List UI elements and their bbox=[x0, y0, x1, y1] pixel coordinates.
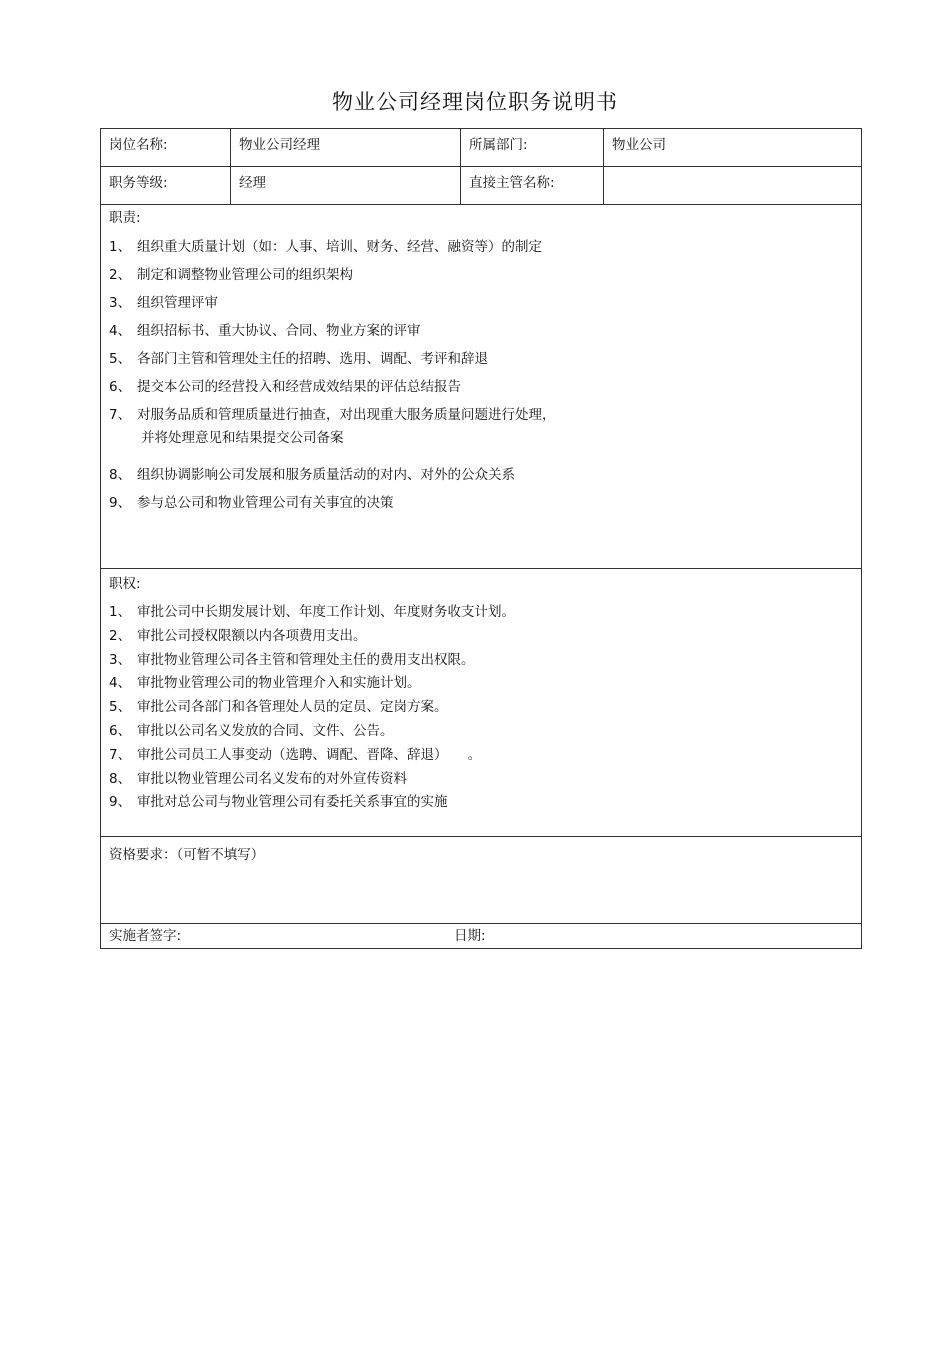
department-value: 物业公司 bbox=[612, 137, 666, 153]
power-text: 审批公司各部门和各管理处人员的定员、定岗方案。 bbox=[137, 699, 448, 716]
duty-item bbox=[109, 289, 853, 317]
department-label: 所属部门: bbox=[461, 129, 604, 166]
supervisor-value bbox=[604, 167, 861, 204]
signer-label: 实施者签字: bbox=[109, 928, 182, 944]
duty-number: 6、 bbox=[109, 379, 132, 395]
powers-heading: 职权: bbox=[109, 576, 141, 592]
power-number: 9、 bbox=[109, 794, 132, 811]
power-item bbox=[109, 601, 853, 625]
duty-number: 9、 bbox=[109, 495, 132, 511]
power-text: 审批公司中长期发展计划、年度工作计划、年度财务收支计划。 bbox=[137, 604, 515, 620]
duty-item bbox=[109, 373, 853, 401]
power-number: 7、 bbox=[109, 746, 132, 763]
duty-item bbox=[109, 317, 853, 345]
duty-number: 2、 bbox=[109, 267, 132, 283]
signature-row bbox=[101, 924, 861, 948]
power-item bbox=[109, 768, 853, 792]
power-number: 5、 bbox=[109, 699, 132, 716]
duty-text: 参与总公司和物业管理公司有关事宜的决策 bbox=[137, 495, 394, 511]
header-row-2 bbox=[101, 167, 861, 205]
duty-text: 提交本公司的经营投入和经营成效结果的评估总结报告 bbox=[137, 379, 461, 395]
duty-number: 1、 bbox=[109, 239, 132, 255]
power-text: 审批公司员工人事变动（选聘、调配、晋降、辞退） 。 bbox=[137, 746, 482, 763]
duty-text: 制定和调整物业管理公司的组织架构 bbox=[137, 267, 353, 283]
power-number: 1、 bbox=[109, 604, 132, 620]
power-item bbox=[109, 625, 853, 649]
duty-item bbox=[109, 489, 853, 517]
duty-number: 5、 bbox=[109, 351, 132, 367]
duty-item bbox=[109, 261, 853, 289]
job-grade-value: 经理 bbox=[231, 167, 461, 204]
requirements-section bbox=[101, 837, 861, 924]
power-text: 审批对总公司与物业管理公司有委托关系事宜的实施 bbox=[137, 794, 448, 811]
duty-text: 组织管理评审 bbox=[137, 295, 218, 311]
document-title: 物业公司经理岗位职务说明书 bbox=[332, 90, 618, 114]
power-number: 4、 bbox=[109, 675, 132, 692]
duty-number: 8、 bbox=[109, 467, 132, 483]
duties-heading: 职责: bbox=[109, 210, 141, 226]
duties-section bbox=[101, 205, 861, 569]
power-item bbox=[109, 720, 853, 744]
duty-number: 3、 bbox=[109, 295, 132, 311]
power-text: 审批物业管理公司各主管和管理处主任的费用支出权限。 bbox=[137, 651, 475, 668]
power-number: 6、 bbox=[109, 722, 132, 739]
power-item bbox=[109, 649, 853, 673]
power-number: 8、 bbox=[109, 770, 132, 787]
job-grade-label: 职务等级: bbox=[101, 167, 231, 204]
duty-text: 各部门主管和管理处主任的招聘、选用、调配、考评和辞退 bbox=[137, 351, 488, 367]
header-row-1 bbox=[101, 129, 861, 167]
position-name-label: 岗位名称: bbox=[101, 129, 231, 166]
power-item bbox=[109, 696, 853, 720]
power-text: 审批公司授权限额以内各项费用支出。 bbox=[137, 627, 367, 644]
power-item bbox=[109, 672, 853, 696]
power-text: 审批以公司名义发放的合同、文件、公告。 bbox=[137, 722, 394, 739]
duty-item bbox=[109, 233, 853, 261]
duty-item bbox=[109, 345, 853, 373]
supervisor-label: 直接主管名称: bbox=[461, 167, 604, 204]
power-text: 审批物业管理公司的物业管理介入和实施计划。 bbox=[137, 675, 421, 692]
power-item bbox=[109, 744, 853, 768]
duty-item bbox=[109, 401, 853, 461]
duty-text-continuation: 并将处理意见和结果提交公司备案 bbox=[141, 430, 344, 446]
powers-section bbox=[101, 569, 861, 837]
duty-number: 7、 bbox=[109, 407, 132, 423]
power-number: 2、 bbox=[109, 627, 132, 644]
duty-text: 组织协调影响公司发展和服务质量活动的对内、对外的公众关系 bbox=[137, 467, 515, 483]
power-number: 3、 bbox=[109, 651, 132, 668]
date-label: 日期: bbox=[454, 928, 486, 944]
duty-text: 组织重大质量计划（如：人事、培训、财务、经营、融资等）的制定 bbox=[137, 239, 542, 255]
duty-item bbox=[109, 461, 853, 489]
requirements-heading: 资格要求：（可暂不填写） bbox=[109, 847, 265, 863]
position-name-value: 物业公司经理 bbox=[231, 129, 461, 166]
duty-text: 组织招标书、重大协议、合同、物业方案的评审 bbox=[137, 323, 421, 339]
power-item bbox=[109, 791, 853, 815]
duty-text: 对服务品质和管理质量进行抽查，对出现重大服务质量问题进行处理， bbox=[137, 407, 556, 423]
power-text: 审批以物业管理公司名义发布的对外宣传资料 bbox=[137, 770, 407, 787]
duty-text-block bbox=[137, 401, 853, 461]
duty-number: 4、 bbox=[109, 323, 132, 339]
job-description-form bbox=[100, 128, 862, 949]
